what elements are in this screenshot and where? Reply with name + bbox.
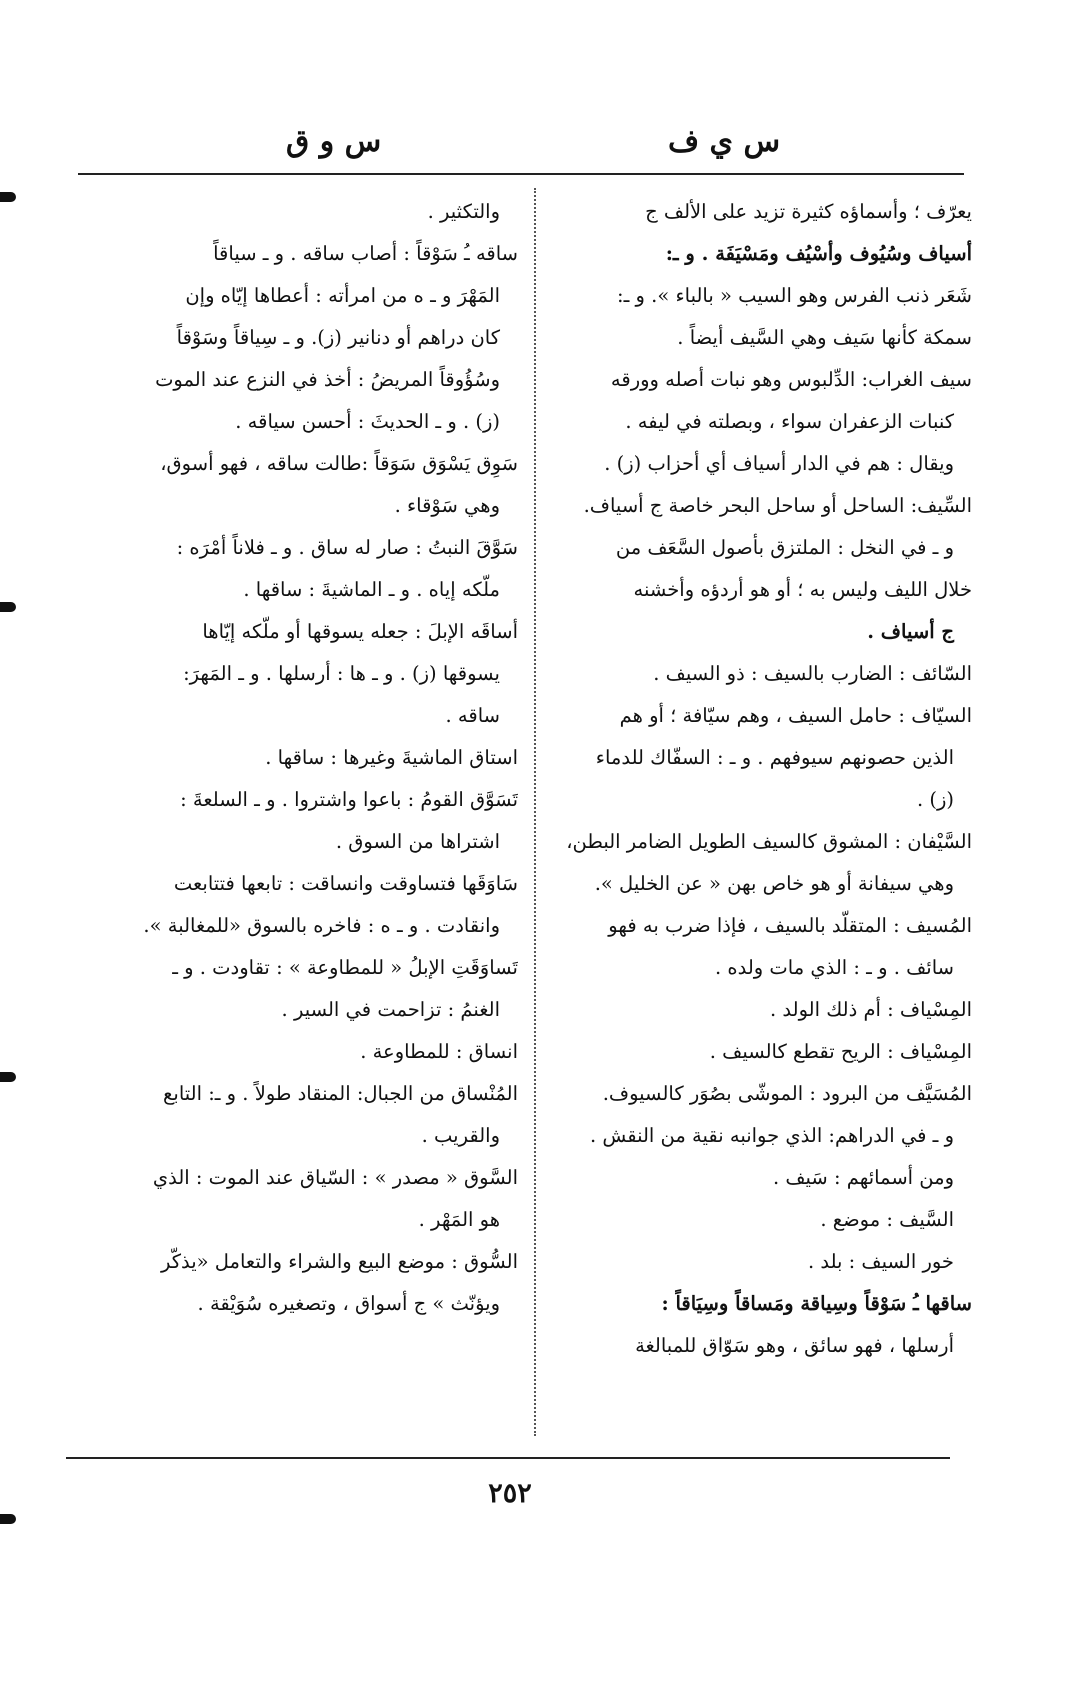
text-line: سيف الغراب: الدِّلبوس وهو نبات أصله وورقه xyxy=(610,368,972,391)
text-line: ج أسياف . xyxy=(867,620,954,643)
text-line: والتكثير . xyxy=(427,200,500,223)
text-line: سَوِق يَسْوَق سَوَقاً :طالت ساقه ، فهو أسوق، xyxy=(160,452,518,475)
text-line: السيّاف : حامل السيف ، وهم سيّافة ؛ أو هم xyxy=(619,704,972,727)
text-line: الذين حصونهم سيوفهم . و ـ : السفّاك للدماء xyxy=(595,746,954,769)
text-line: كان دراهم أو دنانير (ز). و ـ سِياقاً وسَوْقاً xyxy=(176,326,500,349)
right-column-title: س ي ف xyxy=(668,124,781,159)
text-line: وانقادت . و ـ ه : فاخره بالسوق «للمغالبة ». xyxy=(143,914,500,937)
text-line: المِسْياف : الريح تقطع كالسيف . xyxy=(709,1040,972,1063)
text-line: كنبات الزعفران سواء ، وبصلته في ليفه . xyxy=(625,410,954,433)
text-line: وسُؤُوقاً المريضُ : أخذ في النزع عند الموت xyxy=(155,368,500,391)
text-line: وهي سيفانة أو هو خاص بهن « عن الخليل ». xyxy=(594,872,954,895)
text-line: سَاوَقَها فتساوقت وانساقت : تابعها فتتابعت xyxy=(173,872,518,895)
text-line: استاق الماشيةَ وغيرها : ساقها . xyxy=(265,746,518,769)
text-line: سائف . و ـ : الذي مات ولده . xyxy=(715,956,954,979)
text-line: و ـ في النخل : الملتزق بأصول السَّعَف من xyxy=(615,536,954,559)
text-line: المُسَيَّف من البرود : الموشّى بصُوَر كالسيوف. xyxy=(602,1082,972,1105)
text-line: السّائف : الضارب بالسيف : ذو السيف . xyxy=(653,662,972,685)
text-line: هو المَهْر . xyxy=(418,1208,500,1231)
text-line: أساقَه الإبلَ : جعله يسوقها أو ملّكه إيّاها xyxy=(202,620,518,643)
text-line: ملّكه إياه . و ـ الماشيةَ : ساقها . xyxy=(243,578,500,601)
bottom-rule xyxy=(66,1457,950,1459)
text-line: ويقال : هم في الدار أسياف أي أحزاب (ز) . xyxy=(604,452,954,475)
text-line: أسياف وسُيُوف وأسْيُف ومَسْيَفَة . و ـ: xyxy=(665,242,972,265)
text-line: الغنمُ : تزاحمت في السير . xyxy=(281,998,500,1021)
left-column xyxy=(76,191,518,1325)
text-line: ومن أسمائهم : سَيف . xyxy=(772,1166,954,1189)
thumb-index-mark xyxy=(0,1514,16,1524)
text-line: تَساوَقَتِ الإبلُ « للمطاوعة » : تقاودت . و ـ xyxy=(172,956,518,979)
column-divider xyxy=(534,188,538,1436)
thumb-index-mark xyxy=(0,192,16,202)
page-number: ٢٥٢ xyxy=(488,1478,532,1509)
left-column-title: س و ق xyxy=(286,124,382,159)
text-line: وهي سَوْقاء . xyxy=(394,494,500,517)
text-line: خلال الليف وليس به ؛ أو هو أردؤه وأخشنه xyxy=(633,578,972,601)
text-line: سَوَّقَ النبتُ : صار له ساق . و ـ فلاناً أمْرَه : xyxy=(176,536,518,559)
text-line: والقريب . xyxy=(421,1124,500,1147)
text-line: السِّيف: الساحل أو ساحل البحر خاصة ج أسياف. xyxy=(583,494,972,517)
text-line: اشتراها من السوق . xyxy=(335,830,500,853)
text-line: شَعَر ذنب الفرس وهو السيب « بالباء ». و ـ: xyxy=(617,284,972,307)
top-rule xyxy=(78,173,964,175)
text-line: ساقه . xyxy=(445,704,500,727)
text-line: تَسَوَّق القومُ : باعوا واشتروا . و ـ السلعةَ : xyxy=(180,788,518,811)
text-line: (ز) . xyxy=(916,788,954,811)
text-line: يعرّف ؛ وأسماؤه كثيرة تزيد على الألف ج xyxy=(645,200,972,223)
text-line: المَهْرَ و ـ ه من امرأته : أعطاها إيّاه وإن xyxy=(185,284,500,307)
text-line: ساقه ـُ سَوْقاً : أصاب ساقه . و ـ سياقاً xyxy=(213,242,518,265)
text-line: خور السيف : بلد . xyxy=(807,1250,954,1273)
thumb-index-mark xyxy=(0,602,16,612)
text-line: المِسْياف : أم ذلك الولد . xyxy=(770,998,972,1021)
text-line: السُّوق : موضع البيع والشراء والتعامل «يذكّر xyxy=(160,1250,518,1273)
text-line: ويؤنّث » ج أسواق ، وتصغيره سُوَيْقة . xyxy=(197,1292,500,1315)
text-line: ساقها ـُ سَوْقاً وسِياقة ومَساقاً وسِيَاقاً : xyxy=(661,1292,972,1315)
thumb-index-mark xyxy=(0,1072,16,1082)
text-line: السَّيف : موضع . xyxy=(820,1208,954,1231)
text-line: المُنْساق من الجبال: المنقاد طولاً . و ـ: التابع xyxy=(163,1082,518,1105)
text-line: المُسيف : المتقلّد بالسيف ، فإذا ضرب به فهو xyxy=(608,914,972,937)
text-line: و ـ في الدراهم: الذي جوانبه نقية من النقش . xyxy=(589,1124,954,1147)
text-line: انساق : للمطاوعة . xyxy=(360,1040,518,1063)
text-line: سمكة كأنها سَيف وهي السَّيف أيضاً . xyxy=(677,326,972,349)
text-line: أرسلها ، فهو سائق ، وهو سَوّاق للمبالغة xyxy=(635,1334,954,1357)
right-column xyxy=(548,191,972,1367)
text-line: يسوقها (ز) . و ـ ها : أرسلها . و ـ المَهرَ: xyxy=(183,662,500,685)
text-line: السَّوق « مصدر » : السّياق عند الموت : الذي xyxy=(152,1166,518,1189)
text-line: السَّيْفان : المشوق كالسيف الطويل الضامر البطن، xyxy=(566,830,972,853)
text-line: (ز) . و ـ الحديثَ : أحسن سياقه . xyxy=(235,410,500,433)
